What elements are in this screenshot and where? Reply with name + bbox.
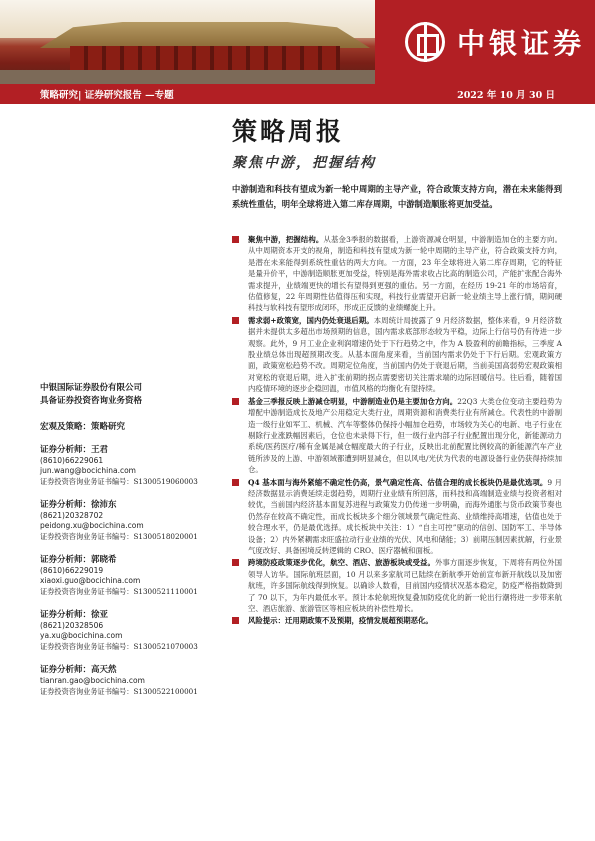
- analyst-email[interactable]: ya.xu@bocichina.com: [40, 631, 123, 640]
- analyst-name: 徐沛东: [91, 500, 117, 510]
- key-point-lead: 风险提示：迁用期政策不及预期，疫情发展超预期恶化。: [248, 616, 433, 626]
- key-point: [232, 396, 562, 476]
- bullet-square-icon: [232, 479, 239, 486]
- key-point-text: 9 月经济数据显示消费延续走弱趋势，周期行业业绩有所回落，而科技和高端制造业绩与投资者相对较优，当前国内经济基本面复苏进程与政策发力仍传递一步明确，而海外通胀与货币政策节奏也仍然存在较高不确定性，而成长板块多个细分领域景气确定性高、业绩维持高增速，估值也处于较合理水平，仍是最优选择。成长板块中关注：1）“自主可控”驱动的信创、国防军工、半导体设备；2）内外紧耦需求旺盛拉动行业业绩的光伏、风电和储能；3）前期压制因素扰解，行业景气度改好、具备困境反转逻辑的 CRO、医疗器械和面板。: [248, 477, 562, 555]
- analyst-name: 高天然: [91, 665, 117, 675]
- analyst-name: 徐亚: [91, 610, 109, 620]
- bullet-square-icon: [232, 398, 239, 405]
- logo-text: 中银证券: [457, 27, 586, 60]
- analyst-role: 证券分析师：: [40, 500, 92, 510]
- key-point-text: 本周统计局披露了 9 月经济数据，整体来看，9 月经济数据并未提供太多超出市场预期的信息，国内需求底部形态较为平稳，边际上行信号仍有待进一步观察。此外，9 月工业企业利润增速仍处于下行趋势之中，作为 A 股盈利的前瞻指标，三季度 A 股业绩总体出现超预期改变。从基本面角度来看，当前国内需求仍处于下行后期。宏观政策方面，政策宽松趋势不改。周期定位角度，当前国内仍处于衰退后期，当前美国高弱势宏观政策相对宽松的衰退后期，进入扩张前期的拐点需要密切关注需求端的边际回暖信号。往后看，随着国内疫情环境的逐步企稳回温，市值风格的均衡化有望持续。: [248, 315, 562, 394]
- analyst-card: [40, 499, 220, 542]
- analyst-role: 证券分析师：: [40, 610, 92, 620]
- key-point-lead: 聚焦中游，把握结构。: [248, 235, 324, 244]
- analyst-role: 证券分析师：: [40, 445, 92, 455]
- analyst-card: [40, 554, 220, 597]
- analyst-name: 郭晓希: [91, 555, 117, 565]
- intro-summary: 中游制造和科技有望成为新一轮中周期的主导产业，符合政策支持方向，潜在未来能得到系统性重估，明年全球将进入第二库存周期，中游制造顺胀将更加受益。: [232, 184, 562, 209]
- analyst-card: [40, 609, 220, 652]
- analyst-email[interactable]: jun.wang@bocichina.com: [40, 466, 136, 475]
- cert-number: S1300521070003: [133, 642, 198, 651]
- bullet-square-icon: [232, 317, 239, 324]
- cert-number: S1300521110001: [133, 587, 198, 596]
- analyst-card: [40, 664, 220, 697]
- bullet-square-icon: [232, 559, 239, 566]
- analyst-phone: (8610)66229019: [40, 566, 104, 575]
- key-point-text: 从基金3季报的数据看，上游资源减仓明显，中游制造加仓的主要方向。从中周期资本开支的视角，制造和科技有望成为新一轮中周期的主导产业，符合政策支持方向，是潜在未来能得到系统性重估的两大方向。一方面，23 年全球将进入第二库存周期，它的特征是量升价平，中游制造顺胀更加受益，特别是海外需求收占比高的制造公司，产能扩张配合海外需求提升，业绩端更快的增长有望得到更强的重估。另一方面，在经历 19-21 年的市场培育，估值修复，22 年周期性估值得压和实现，科技行业需望开启新一轮业绩主导上涨行情，期间硬科技与软科技有望形成闭环，形成正反馈的业绩螺旋上升。: [248, 235, 562, 313]
- report-type-bar: [0, 84, 595, 104]
- analyst-email[interactable]: xiaoxi.guo@bocichina.com: [40, 576, 141, 585]
- analyst-card: [40, 444, 220, 487]
- key-point-lead: Q4 基本面与海外紧缩不确定性仍高，景气确定性高、估值合理的成长板块仍是最优选项。: [248, 477, 548, 487]
- cert-number: S1300518020001: [133, 532, 198, 541]
- page-subtitle: 聚焦中游，把握结构: [232, 155, 376, 171]
- cert-label: 证券投资咨询业务证书编号：: [40, 687, 134, 696]
- cert-number: S1300519060003: [133, 477, 198, 486]
- boc-logo-icon: [405, 22, 445, 62]
- research-section: 宏观及策略：策略研究: [40, 422, 126, 432]
- key-point-text: 22Q3 大类仓位变动主要趋势为增配中游制造成长及地产公用稳定大类行业，周期资源和消费类行业有所减仓。代表性的中游制造一级行业如军工、机械、汽车等整体仍保持小幅加仓趋势，市场较为关心的电新、电子行业在剔除行业涨跌幅因素后，仓位也未录得下行，但一级行业内部子行业配置出现分化，新能源动力系统/医药医疗/稀有金属是减仓幅度最大的子行业，反映出北前配置比例较高的新能源汽车产业链所涉及的上游、中游领域都遭到明显减仓，但以风电/光伏为代表的电源设备行业仍获得持续加仓。: [248, 396, 563, 475]
- analyst-role: 证券分析师：: [40, 555, 92, 565]
- bullet-square-icon: [232, 236, 239, 243]
- key-point-lead: 基金三季报反映上游减仓明显，中游制造业仍是主要加仓方向。: [248, 396, 458, 406]
- analyst-phone: (8610)66229061: [40, 456, 104, 465]
- key-point-text: 外事方面逐步恢复，下周将有两位外国领导人访华。国际航班层面，10 月以来多家航司已陆续在新航季开始前宣布新开航线以及加密航班，许多国际航线得到恢复。以确诊人数看，目前国内疫情状况基本稳定，防疫严格指数降到了 70 以下，为年内最低水平。预计本轮航班恢复叠加防疫优化的新一轮出行潮将进一步带来航空、酒店旅游、旅游管区等相应板块的补偿性增长。: [248, 558, 562, 613]
- key-point-lead: 跨境防疫政策逐步优化，航空、酒店、旅游板块或受益。: [248, 558, 435, 568]
- analyst-sidebar: [40, 382, 220, 697]
- analyst-phone: (8621)20328702: [40, 511, 104, 520]
- key-point-lead: 需求弱+政策宽，国内仍处衰退后期。: [248, 315, 374, 325]
- breadcrumb: 策略研究| 证券研究报告 —专题: [40, 90, 174, 101]
- analyst-name: 王君: [91, 445, 109, 455]
- key-points: [232, 234, 562, 628]
- analyst-email[interactable]: tianran.gao@bocichina.com: [40, 676, 145, 685]
- key-point: [232, 315, 562, 395]
- header-banner: [0, 0, 595, 84]
- cert-label: 证券投资咨询业务证书编号：: [40, 532, 134, 541]
- cert-label: 证券投资咨询业务证书编号：: [40, 587, 134, 596]
- cert-label: 证券投资咨询业务证书编号：: [40, 642, 134, 651]
- cert-number: S1300522100001: [133, 687, 198, 696]
- key-point: [232, 615, 562, 626]
- palace-roof-image: [40, 22, 370, 48]
- key-point: [232, 477, 562, 557]
- brand-logo: [375, 0, 595, 84]
- analyst-email[interactable]: peidong.xu@bocichina.com: [40, 521, 144, 530]
- analyst-role: 证券分析师：: [40, 665, 92, 675]
- key-point: [232, 557, 562, 614]
- cert-label: 证券投资咨询业务证书编号：: [40, 477, 134, 486]
- org-qualification: 中银国际证券股份有限公司 具备证券投资咨询业务资格: [40, 383, 143, 406]
- key-point: [232, 234, 562, 314]
- report-date: 2022 年 10 月 30 日: [457, 90, 555, 101]
- analyst-phone: (8621)20328506: [40, 621, 104, 630]
- bullet-square-icon: [232, 617, 239, 624]
- page-title: 策略周报: [232, 117, 345, 146]
